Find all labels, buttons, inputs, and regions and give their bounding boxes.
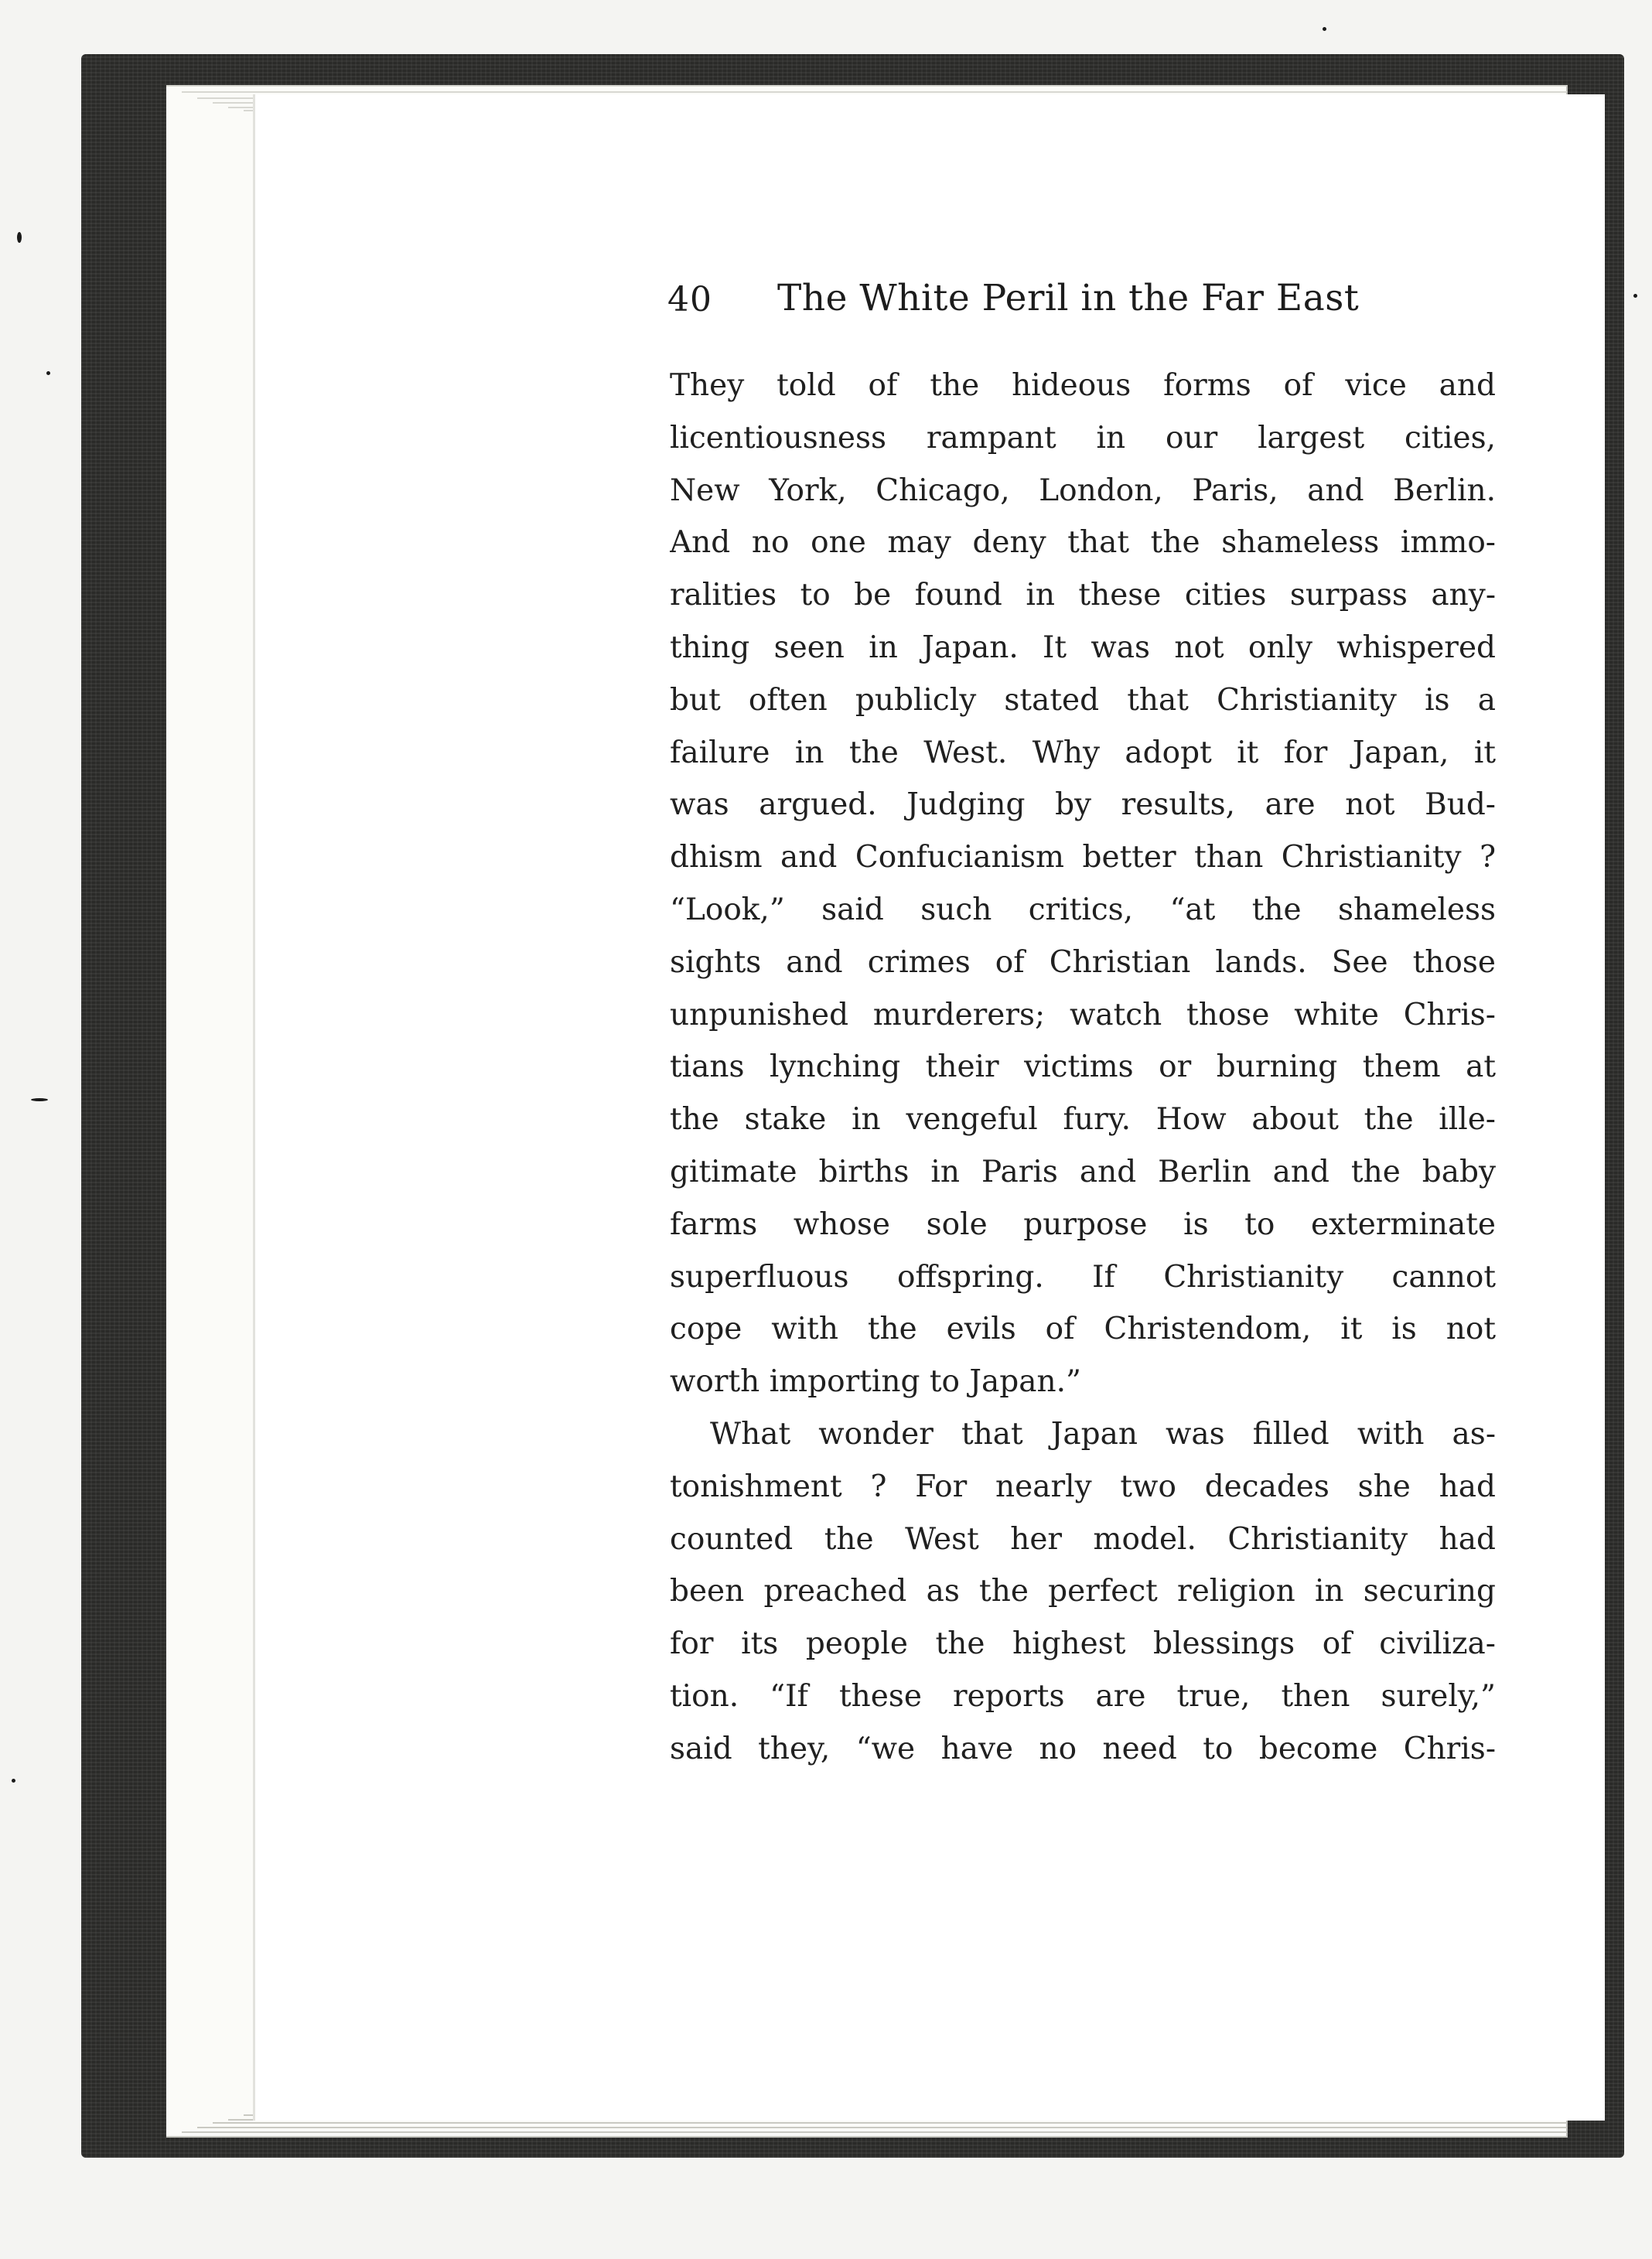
- text-line: And no one may deny that the shameless immo-: [670, 525, 1496, 561]
- text-line: for its people the highest blessings of civiliza-: [670, 1626, 1496, 1662]
- text-line: tion. “If these reports are true, then surely,”: [670, 1678, 1496, 1714]
- scan-speck: [46, 371, 50, 375]
- text-line: gitimate births in Paris and Berlin and the baby: [670, 1154, 1496, 1189]
- body-text: [670, 360, 1496, 1776]
- running-title: The White Peril in the Far East: [777, 277, 1360, 319]
- text-line: “Look,” said such critics, “at the shameless: [670, 892, 1496, 927]
- scan-speck: [1633, 294, 1637, 298]
- text-line: worth importing to Japan.”: [670, 1364, 1081, 1400]
- text-line: failure in the West. Why adopt it for Japan, it: [670, 735, 1496, 770]
- text-line: counted the West her model. Christianity had: [670, 1521, 1496, 1557]
- running-header: [667, 272, 1499, 334]
- text-line: New York, Chicago, London, Paris, and Berlin.: [670, 473, 1496, 508]
- text-line: dhism and Confucianism better than Christianity ?: [670, 840, 1496, 875]
- text-line: sights and crimes of Christian lands. See those: [670, 944, 1496, 980]
- scan-speck: [12, 1779, 15, 1783]
- text-line: said they, “we have no need to become Chris-: [670, 1731, 1496, 1766]
- text-line: superfluous offspring. If Christianity cannot: [670, 1259, 1496, 1295]
- text-line: the stake in vengeful fury. How about the ille-: [670, 1102, 1496, 1138]
- text-line: tonishment ? For nearly two decades she had: [670, 1469, 1496, 1504]
- text-line: tians lynching their victims or burning them at: [670, 1049, 1496, 1085]
- text-line: unpunished murderers; watch those white Chris-: [670, 997, 1496, 1032]
- text-line: but often publicly stated that Christianity is a: [670, 682, 1496, 718]
- text-line: ralities to be found in these cities surpass any-: [670, 578, 1496, 613]
- text-line: They told of the hideous forms of vice and: [670, 368, 1496, 403]
- text-line: licentiousness rampant in our largest cities,: [670, 420, 1496, 456]
- text-line: was argued. Judging by results, are not Bud-: [670, 787, 1496, 823]
- text-line: been preached as the perfect religion in securing: [670, 1574, 1496, 1609]
- text-line: cope with the evils of Christendom, it is not: [670, 1312, 1496, 1347]
- text-line: farms whose sole purpose is to exterminate: [670, 1206, 1496, 1242]
- scan-speck: [1323, 27, 1326, 31]
- text-line: thing seen in Japan. It was not only whispered: [670, 630, 1496, 665]
- scan-speck: [31, 1098, 48, 1101]
- text-line: What wonder that Japan was filled with as-: [710, 1416, 1496, 1452]
- page-number: 40: [667, 280, 712, 319]
- scan-speck: [17, 232, 22, 243]
